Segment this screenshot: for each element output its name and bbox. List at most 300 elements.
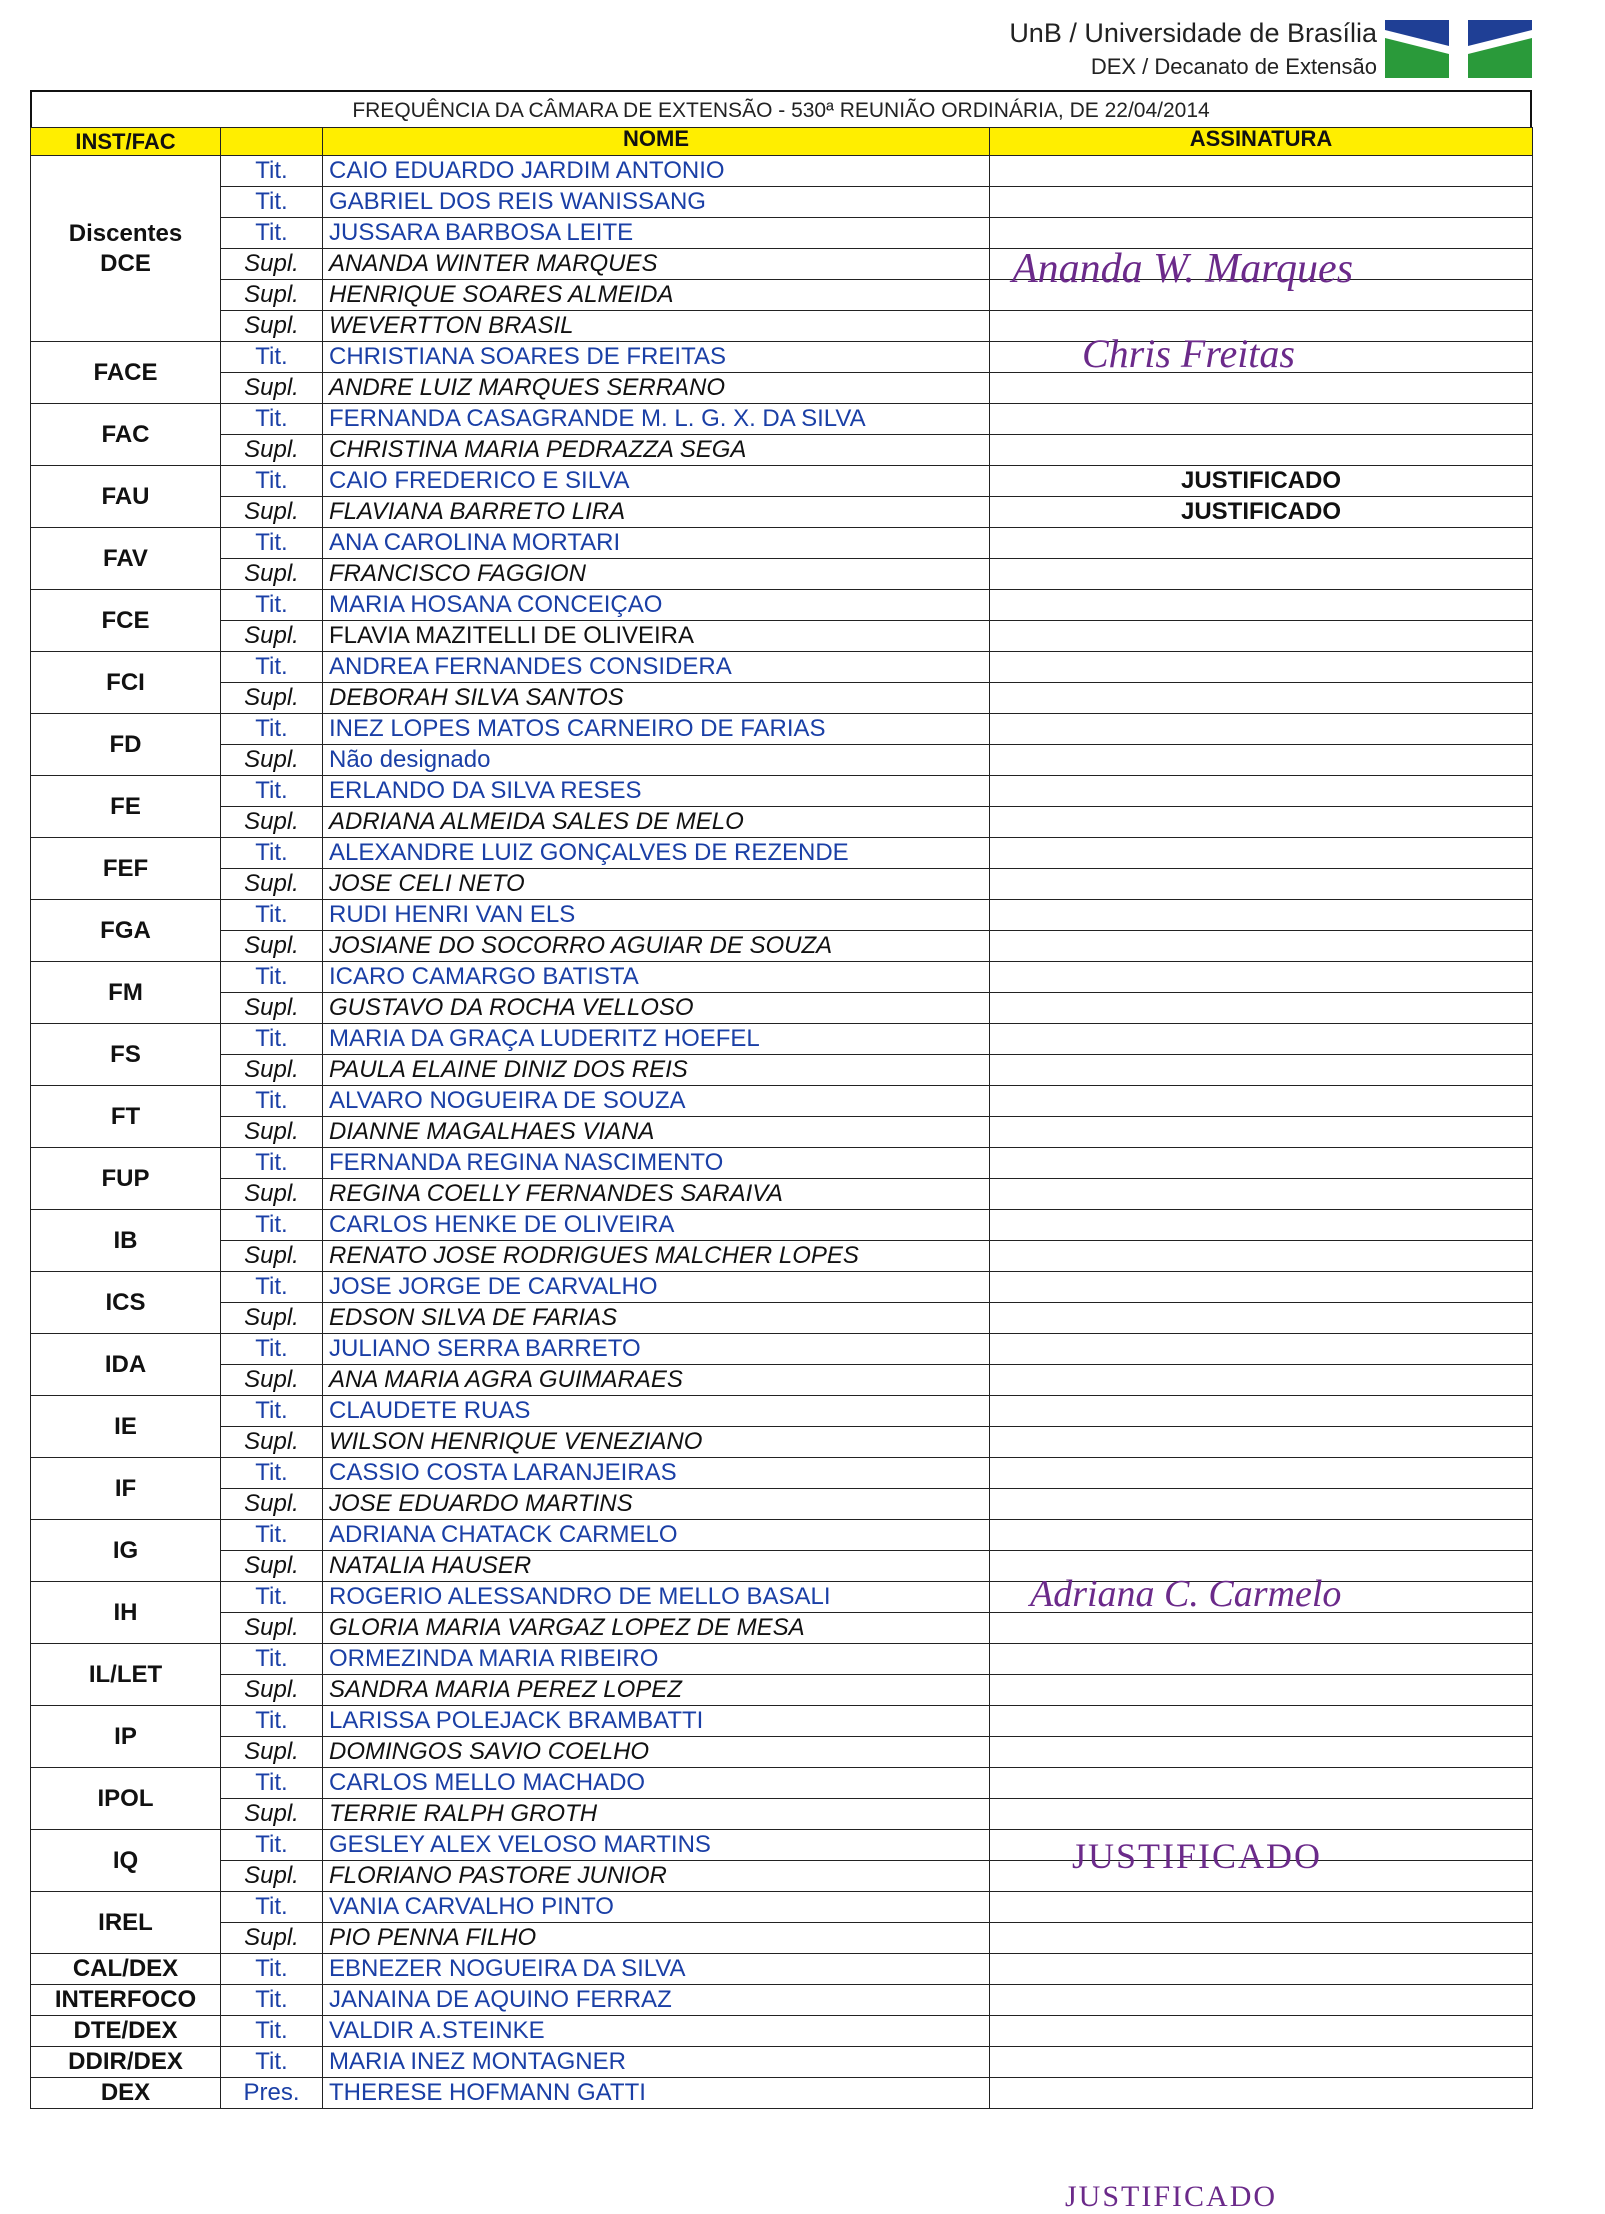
member-name: MARIA HOSANA CONCEIÇAO bbox=[323, 590, 990, 621]
signature-cell bbox=[990, 156, 1533, 187]
signature-cell bbox=[990, 714, 1533, 745]
column-header-inst: INST/FAC bbox=[31, 128, 221, 156]
role-cell: Supl. bbox=[221, 1675, 323, 1706]
inst-fac-cell bbox=[31, 962, 221, 1024]
inst-fac-label: IH bbox=[113, 1598, 138, 1626]
inst-fac-cell bbox=[31, 342, 221, 404]
signature-cell bbox=[990, 249, 1533, 280]
inst-fac-cell bbox=[31, 1396, 221, 1458]
table-row bbox=[31, 2016, 1533, 2047]
signature-cell bbox=[990, 1551, 1533, 1582]
member-name: WEVERTTON BRASIL bbox=[323, 311, 990, 342]
signature-cell bbox=[990, 993, 1533, 1024]
signature-cell bbox=[990, 776, 1533, 807]
role-cell: Supl. bbox=[221, 311, 323, 342]
inst-fac-cell bbox=[31, 652, 221, 714]
inst-fac-label: IE bbox=[114, 1412, 137, 1440]
member-name: JOSIANE DO SOCORRO AGUIAR DE SOUZA bbox=[323, 931, 990, 962]
role-cell: Tit. bbox=[221, 1830, 323, 1861]
role-cell: Tit. bbox=[221, 1520, 323, 1551]
inst-fac-cell bbox=[31, 1520, 221, 1582]
role-cell: Tit. bbox=[221, 187, 323, 218]
role-cell: Tit. bbox=[221, 1985, 323, 2016]
role-cell: Supl. bbox=[221, 745, 323, 776]
role-cell: Supl. bbox=[221, 1613, 323, 1644]
handwritten-signature: Ananda W. Marques bbox=[1012, 246, 1354, 292]
role-cell: Tit. bbox=[221, 2016, 323, 2047]
role-cell: Tit. bbox=[221, 156, 323, 187]
member-name: ERLANDO DA SILVA RESES bbox=[323, 776, 990, 807]
signature-cell bbox=[990, 1179, 1533, 1210]
inst-fac-cell bbox=[31, 1830, 221, 1892]
inst-fac-cell bbox=[31, 1458, 221, 1520]
inst-fac-cell bbox=[31, 1334, 221, 1396]
member-name: VANIA CARVALHO PINTO bbox=[323, 1892, 990, 1923]
table-row bbox=[31, 621, 1533, 652]
role-cell: Tit. bbox=[221, 1148, 323, 1179]
role-cell: Supl. bbox=[221, 1117, 323, 1148]
member-name: FRANCISCO FAGGION bbox=[323, 559, 990, 590]
member-name: ALEXANDRE LUIZ GONÇALVES DE REZENDE bbox=[323, 838, 990, 869]
column-header-name: NOME bbox=[323, 128, 990, 156]
member-name: MARIA DA GRAÇA LUDERITZ HOEFEL bbox=[323, 1024, 990, 1055]
member-name: DIANNE MAGALHAES VIANA bbox=[323, 1117, 990, 1148]
table-row bbox=[31, 962, 1533, 993]
member-name: FLORIANO PASTORE JUNIOR bbox=[323, 1861, 990, 1892]
signature-cell bbox=[990, 1861, 1533, 1892]
inst-fac-cell bbox=[31, 1954, 221, 1985]
inst-fac-label: INTERFOCO bbox=[54, 1986, 197, 2013]
table-row bbox=[31, 1830, 1533, 1861]
member-name: FERNANDA REGINA NASCIMENTO bbox=[323, 1148, 990, 1179]
member-name: PIO PENNA FILHO bbox=[323, 1923, 990, 1954]
member-name: DOMINGOS SAVIO COELHO bbox=[323, 1737, 990, 1768]
role-cell: Supl. bbox=[221, 1799, 323, 1830]
inst-fac-cell bbox=[31, 1210, 221, 1272]
signature-cell bbox=[990, 807, 1533, 838]
table-row bbox=[31, 1892, 1533, 1923]
signature-cell bbox=[990, 1954, 1533, 1985]
signature-cell bbox=[990, 1396, 1533, 1427]
department-name: DEX / Decanato de Extensão bbox=[1090, 54, 1377, 79]
role-cell: Tit. bbox=[221, 466, 323, 497]
role-cell: Supl. bbox=[221, 1923, 323, 1954]
role-cell: Supl. bbox=[221, 931, 323, 962]
inst-fac-cell bbox=[31, 1024, 221, 1086]
column-header-signature: ASSINATURA bbox=[990, 128, 1533, 156]
inst-fac-label: IG bbox=[112, 1536, 139, 1564]
table-row bbox=[31, 776, 1533, 807]
role-cell: Tit. bbox=[221, 1458, 323, 1489]
signature-cell bbox=[990, 1458, 1533, 1489]
inst-fac-label: FCE bbox=[101, 606, 150, 634]
member-name: ANDREA FERNANDES CONSIDERA bbox=[323, 652, 990, 683]
role-cell: Tit. bbox=[221, 1396, 323, 1427]
role-cell: Tit. bbox=[221, 1086, 323, 1117]
role-cell: Tit. bbox=[221, 1644, 323, 1675]
handwritten-signature: Adriana C. Carmelo bbox=[1030, 1573, 1342, 1615]
signature-cell bbox=[990, 1520, 1533, 1551]
signature-cell bbox=[990, 1489, 1533, 1520]
member-name: EDSON SILVA DE FARIAS bbox=[323, 1303, 990, 1334]
signature-cell bbox=[990, 1892, 1533, 1923]
table-row bbox=[31, 1117, 1533, 1148]
signature-cell bbox=[990, 1768, 1533, 1799]
table-row bbox=[31, 1675, 1533, 1706]
inst-fac-label: FCI bbox=[106, 668, 145, 696]
signature-cell bbox=[990, 2047, 1533, 2078]
signature-cell bbox=[990, 1923, 1533, 1954]
table-row bbox=[31, 1489, 1533, 1520]
inst-fac-cell bbox=[31, 1706, 221, 1768]
page-header bbox=[0, 0, 1605, 90]
signature-cell bbox=[990, 1830, 1533, 1861]
role-cell: Supl. bbox=[221, 1551, 323, 1582]
inst-fac-label: Discentes bbox=[68, 219, 183, 247]
inst-fac-label: DCE bbox=[100, 249, 151, 277]
signature-cell bbox=[990, 1644, 1533, 1675]
member-name: JOSE EDUARDO MARTINS bbox=[323, 1489, 990, 1520]
role-cell: Supl. bbox=[221, 1861, 323, 1892]
inst-fac-label: FE bbox=[110, 792, 141, 820]
inst-fac-label: IF bbox=[114, 1474, 137, 1502]
signature-cell bbox=[990, 931, 1533, 962]
signature-cell bbox=[990, 559, 1533, 590]
table-row bbox=[31, 311, 1533, 342]
attendance-sheet bbox=[30, 90, 1532, 2109]
table-row bbox=[31, 280, 1533, 311]
role-cell: Supl. bbox=[221, 1427, 323, 1458]
inst-fac-label: ICS bbox=[105, 1288, 146, 1316]
member-name: ROGERIO ALESSANDRO DE MELLO BASALI bbox=[323, 1582, 990, 1613]
inst-fac-cell bbox=[31, 2047, 221, 2078]
signature-cell bbox=[990, 528, 1533, 559]
handwritten-signature: JUSTIFICADO bbox=[1065, 2180, 1278, 2213]
role-cell: Tit. bbox=[221, 342, 323, 373]
role-cell: Supl. bbox=[221, 373, 323, 404]
signature-cell bbox=[990, 652, 1533, 683]
member-name: CLAUDETE RUAS bbox=[323, 1396, 990, 1427]
table-row bbox=[31, 1086, 1533, 1117]
role-cell: Supl. bbox=[221, 993, 323, 1024]
inst-fac-label: FAV bbox=[103, 544, 148, 572]
member-name: Não designado bbox=[323, 745, 990, 776]
role-cell: Supl. bbox=[221, 497, 323, 528]
inst-fac-cell bbox=[31, 1148, 221, 1210]
role-cell: Supl. bbox=[221, 1055, 323, 1086]
signature-cell bbox=[990, 2078, 1533, 2109]
table-row bbox=[31, 1396, 1533, 1427]
role-cell: Tit. bbox=[221, 2047, 323, 2078]
member-name: VALDIR A.STEINKE bbox=[323, 2016, 990, 2047]
table-row bbox=[31, 1551, 1533, 1582]
table-row bbox=[31, 1458, 1533, 1489]
member-name: CHRISTINA MARIA PEDRAZZA SEGA bbox=[323, 435, 990, 466]
member-name: FERNANDA CASAGRANDE M. L. G. X. DA SILVA bbox=[323, 404, 990, 435]
member-name: JUSSARA BARBOSA LEITE bbox=[323, 218, 990, 249]
role-cell: Tit. bbox=[221, 776, 323, 807]
member-name: ANDRE LUIZ MARQUES SERRANO bbox=[323, 373, 990, 404]
inst-fac-cell bbox=[31, 2078, 221, 2109]
role-cell: Tit. bbox=[221, 404, 323, 435]
member-name: JOSE CELI NETO bbox=[323, 869, 990, 900]
signature-cell bbox=[990, 311, 1533, 342]
signature-cell bbox=[990, 590, 1533, 621]
table-row bbox=[31, 993, 1533, 1024]
role-cell: Supl. bbox=[221, 1179, 323, 1210]
member-name: TERRIE RALPH GROTH bbox=[323, 1799, 990, 1830]
signature-cell bbox=[990, 1148, 1533, 1179]
table-row bbox=[31, 1923, 1533, 1954]
role-cell: Supl. bbox=[221, 683, 323, 714]
table-row bbox=[31, 1737, 1533, 1768]
unb-logo-icon bbox=[1385, 20, 1532, 78]
member-name: INEZ LOPES MATOS CARNEIRO DE FARIAS bbox=[323, 714, 990, 745]
column-header-role bbox=[221, 128, 323, 156]
inst-fac-label: DDIR/DEX bbox=[68, 2048, 183, 2075]
table-row bbox=[31, 807, 1533, 838]
member-name: GESLEY ALEX VELOSO MARTINS bbox=[323, 1830, 990, 1861]
table-row bbox=[31, 1520, 1533, 1551]
table-row bbox=[31, 2078, 1533, 2109]
role-cell: Tit. bbox=[221, 1024, 323, 1055]
signature-cell bbox=[990, 1334, 1533, 1365]
inst-fac-label: FD bbox=[109, 730, 142, 758]
role-cell: Tit. bbox=[221, 1892, 323, 1923]
role-cell: Supl. bbox=[221, 249, 323, 280]
table-row bbox=[31, 869, 1533, 900]
table-row bbox=[31, 342, 1533, 373]
role-cell: Supl. bbox=[221, 621, 323, 652]
member-name: JANAINA DE AQUINO FERRAZ bbox=[323, 1985, 990, 2016]
signature-cell bbox=[990, 1706, 1533, 1737]
inst-fac-label: FAU bbox=[101, 482, 150, 510]
inst-fac-label: FM bbox=[108, 978, 143, 1006]
signature-cell bbox=[990, 1210, 1533, 1241]
role-cell: Tit. bbox=[221, 1706, 323, 1737]
signature-cell bbox=[990, 280, 1533, 311]
signature-cell bbox=[990, 187, 1533, 218]
member-name: GLORIA MARIA VARGAZ LOPEZ DE MESA bbox=[323, 1613, 990, 1644]
member-name: REGINA COELLY FERNANDES SARAIVA bbox=[323, 1179, 990, 1210]
member-name: FLAVIANA BARRETO LIRA bbox=[323, 497, 990, 528]
table-row bbox=[31, 900, 1533, 931]
table-row bbox=[31, 559, 1533, 590]
inst-fac-cell bbox=[31, 1644, 221, 1706]
role-cell: Tit. bbox=[221, 1334, 323, 1365]
member-name: CASSIO COSTA LARANJEIRAS bbox=[323, 1458, 990, 1489]
table-row bbox=[31, 1272, 1533, 1303]
inst-fac-label: IL/LET bbox=[88, 1660, 163, 1688]
table-row bbox=[31, 683, 1533, 714]
signature-cell bbox=[990, 1272, 1533, 1303]
signature-cell bbox=[990, 1365, 1533, 1396]
role-cell: Supl. bbox=[221, 869, 323, 900]
table-row bbox=[31, 1582, 1533, 1613]
table-row bbox=[31, 1644, 1533, 1675]
signature-cell bbox=[990, 1985, 1533, 2016]
table-row bbox=[31, 187, 1533, 218]
inst-fac-cell bbox=[31, 838, 221, 900]
member-name: CHRISTIANA SOARES DE FREITAS bbox=[323, 342, 990, 373]
inst-fac-label: IREL bbox=[98, 1908, 153, 1936]
inst-fac-cell bbox=[31, 1985, 221, 2016]
role-cell: Supl. bbox=[221, 435, 323, 466]
table-row bbox=[31, 1210, 1533, 1241]
inst-fac-cell bbox=[31, 528, 221, 590]
inst-fac-label: DEX bbox=[100, 2079, 151, 2106]
inst-fac-label: DTE/DEX bbox=[73, 2017, 178, 2044]
inst-fac-label: FAC bbox=[101, 420, 150, 448]
inst-fac-label: FEF bbox=[102, 854, 149, 882]
table-row bbox=[31, 590, 1533, 621]
role-cell: Tit. bbox=[221, 900, 323, 931]
column-header-row bbox=[31, 128, 1533, 156]
member-name: SANDRA MARIA PEREZ LOPEZ bbox=[323, 1675, 990, 1706]
table-row bbox=[31, 1861, 1533, 1892]
signature-cell bbox=[990, 621, 1533, 652]
inst-fac-label: IDA bbox=[104, 1350, 147, 1378]
member-name: ANA MARIA AGRA GUIMARAES bbox=[323, 1365, 990, 1396]
member-name: RENATO JOSE RODRIGUES MALCHER LOPES bbox=[323, 1241, 990, 1272]
role-cell: Supl. bbox=[221, 1303, 323, 1334]
table-row bbox=[31, 1954, 1533, 1985]
member-name: CAIO EDUARDO JARDIM ANTONIO bbox=[323, 156, 990, 187]
inst-fac-label: CAL/DEX bbox=[72, 1955, 179, 1982]
member-name: DEBORAH SILVA SANTOS bbox=[323, 683, 990, 714]
signature-cell bbox=[990, 683, 1533, 714]
table-row bbox=[31, 1179, 1533, 1210]
signature-cell bbox=[990, 1427, 1533, 1458]
signature-cell bbox=[990, 1613, 1533, 1644]
inst-fac-cell bbox=[31, 1272, 221, 1334]
table-row bbox=[31, 373, 1533, 404]
signature-cell bbox=[990, 745, 1533, 776]
member-name: ORMEZINDA MARIA RIBEIRO bbox=[323, 1644, 990, 1675]
signature-cell bbox=[990, 900, 1533, 931]
member-name: CARLOS HENKE DE OLIVEIRA bbox=[323, 1210, 990, 1241]
inst-fac-label: FS bbox=[110, 1040, 141, 1068]
member-name: RUDI HENRI VAN ELS bbox=[323, 900, 990, 931]
inst-fac-cell bbox=[31, 1768, 221, 1830]
table-row bbox=[31, 1148, 1533, 1179]
member-name: ADRIANA ALMEIDA SALES DE MELO bbox=[323, 807, 990, 838]
member-name: ANANDA WINTER MARQUES bbox=[323, 249, 990, 280]
table-row bbox=[31, 1055, 1533, 1086]
signature-cell bbox=[990, 869, 1533, 900]
table-row bbox=[31, 497, 1533, 528]
member-name: FLAVIA MAZITELLI DE OLIVEIRA bbox=[323, 621, 990, 652]
member-name: MARIA INEZ MONTAGNER bbox=[323, 2047, 990, 2078]
role-cell: Tit. bbox=[221, 1768, 323, 1799]
signature-cell bbox=[990, 1303, 1533, 1334]
member-name: GABRIEL DOS REIS WANISSANG bbox=[323, 187, 990, 218]
member-name: HENRIQUE SOARES ALMEIDA bbox=[323, 280, 990, 311]
member-name: JOSE JORGE DE CARVALHO bbox=[323, 1272, 990, 1303]
table-row bbox=[31, 466, 1533, 497]
role-cell: Pres. bbox=[221, 2078, 323, 2109]
inst-fac-cell bbox=[31, 590, 221, 652]
table-row bbox=[31, 1706, 1533, 1737]
signature-cell bbox=[990, 838, 1533, 869]
inst-fac-cell bbox=[31, 714, 221, 776]
inst-fac-label: FT bbox=[110, 1102, 141, 1130]
table-row bbox=[31, 838, 1533, 869]
member-name: THERESE HOFMANN GATTI bbox=[323, 2078, 990, 2109]
inst-fac-cell bbox=[31, 900, 221, 962]
role-cell: Tit. bbox=[221, 1582, 323, 1613]
table-row bbox=[31, 1613, 1533, 1644]
inst-fac-cell bbox=[31, 404, 221, 466]
member-name: ADRIANA CHATACK CARMELO bbox=[323, 1520, 990, 1551]
table-row bbox=[31, 931, 1533, 962]
inst-fac-label: IQ bbox=[112, 1846, 139, 1874]
inst-fac-cell bbox=[31, 1086, 221, 1148]
sheet-title: FREQUÊNCIA DA CÂMARA DE EXTENSÃO - 530ª REUNIÃO ORDINÁRIA, DE 22/04/2014 bbox=[30, 90, 1532, 127]
signature-cell bbox=[990, 435, 1533, 466]
member-name: EBNEZER NOGUEIRA DA SILVA bbox=[323, 1954, 990, 1985]
signature-cell bbox=[990, 1582, 1533, 1613]
table-row bbox=[31, 1799, 1533, 1830]
role-cell: Tit. bbox=[221, 1210, 323, 1241]
inst-fac-cell bbox=[31, 1892, 221, 1954]
table-row bbox=[31, 1024, 1533, 1055]
role-cell: Supl. bbox=[221, 1365, 323, 1396]
inst-fac-cell bbox=[31, 156, 221, 342]
member-name: CAIO FREDERICO E SILVA bbox=[323, 466, 990, 497]
member-name: LARISSA POLEJACK BRAMBATTI bbox=[323, 1706, 990, 1737]
role-cell: Tit. bbox=[221, 1272, 323, 1303]
signature-cell: JUSTIFICADO bbox=[990, 497, 1533, 528]
signature-cell bbox=[990, 218, 1533, 249]
signature-cell bbox=[990, 1117, 1533, 1148]
member-name: NATALIA HAUSER bbox=[323, 1551, 990, 1582]
table-row bbox=[31, 1334, 1533, 1365]
signature-cell bbox=[990, 1675, 1533, 1706]
table-row bbox=[31, 1241, 1533, 1272]
signature-cell bbox=[990, 1055, 1533, 1086]
table-row bbox=[31, 218, 1533, 249]
table-row bbox=[31, 1365, 1533, 1396]
member-name: CARLOS MELLO MACHADO bbox=[323, 1768, 990, 1799]
table-row bbox=[31, 435, 1533, 466]
role-cell: Tit. bbox=[221, 528, 323, 559]
attendance-table bbox=[30, 127, 1533, 2109]
signature-cell bbox=[990, 1737, 1533, 1768]
role-cell: Supl. bbox=[221, 559, 323, 590]
role-cell: Supl. bbox=[221, 1737, 323, 1768]
signature-cell bbox=[990, 1086, 1533, 1117]
role-cell: Supl. bbox=[221, 280, 323, 311]
inst-fac-cell bbox=[31, 1582, 221, 1644]
signature-cell bbox=[990, 404, 1533, 435]
inst-fac-label: IPOL bbox=[97, 1784, 154, 1812]
member-name: PAULA ELAINE DINIZ DOS REIS bbox=[323, 1055, 990, 1086]
role-cell: Tit. bbox=[221, 714, 323, 745]
role-cell: Supl. bbox=[221, 1489, 323, 1520]
member-name: ICARO CAMARGO BATISTA bbox=[323, 962, 990, 993]
handwritten-signature: Chris Freitas bbox=[1082, 331, 1295, 376]
table-row bbox=[31, 745, 1533, 776]
member-name: ALVARO NOGUEIRA DE SOUZA bbox=[323, 1086, 990, 1117]
university-name: UnB / Universidade de Brasília bbox=[1009, 18, 1377, 48]
table-row bbox=[31, 1427, 1533, 1458]
inst-fac-label: FACE bbox=[93, 358, 158, 386]
inst-fac-label: FGA bbox=[100, 916, 151, 944]
signature-cell bbox=[990, 342, 1533, 373]
role-cell: Supl. bbox=[221, 1241, 323, 1272]
role-cell: Tit. bbox=[221, 218, 323, 249]
